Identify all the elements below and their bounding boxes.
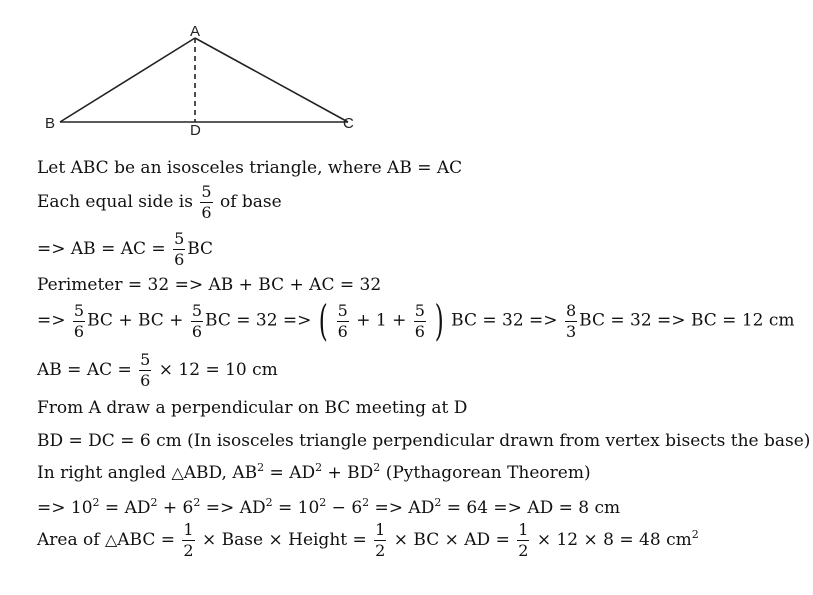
line-9: In right angled △ABD, $AB^2 = AD^2 + BD^2$ (Pythagorean Theorem) (37, 461, 591, 483)
left-paren: ( (318, 296, 328, 345)
vertex-label-b: B (45, 115, 56, 132)
line-6: AB = AC = $\frac{5}{6}$ × 12 = 10 cm (37, 350, 278, 390)
line-10: => $10^2 = AD^2 + 6^2 => AD^2 = 10^2 - 6^2 => AD^2 = 64$ => AD = 8 cm (37, 496, 621, 518)
line-8: BD = DC = 6 cm (In isosceles triangle perpendicular drawn from vertex bisects the base) (37, 431, 811, 451)
vertex-label-a: A (190, 23, 201, 40)
fraction: $\frac{1}{2}$ (518, 520, 529, 560)
side-ab (60, 38, 195, 122)
triangle-symbol: △ (104, 530, 118, 549)
right-paren: ) (435, 296, 445, 345)
side-ac (195, 38, 348, 122)
fraction: $\frac{5}{6}$ (191, 300, 203, 341)
line-2: Each equal side is $\frac{5}{6}$ of base (37, 182, 282, 222)
fraction: $\frac{5}{6}$ (201, 182, 212, 222)
fraction: $\frac{1}{2}$ (183, 520, 194, 560)
fraction: $\frac{5}{6}$ (140, 350, 151, 390)
line-3: => AB = AC = $\frac{5}{6}$ BC (37, 229, 214, 269)
fraction: $\frac{8}{3}$ (565, 300, 577, 341)
fraction: $\frac{5}{6}$ (414, 300, 425, 341)
line-1: Let ABC be an isosceles triangle, where AB = AC (37, 158, 463, 178)
vertex-label-c: C (343, 115, 354, 132)
line-11: Area of △ABC = $\frac{1}{2}$ × Base × Height = $\frac{1}{2}$ × BC × AD = $\frac{1}{2}$ × 12 × 8 = 48 $cm^2$ (37, 520, 699, 560)
triangle-symbol: △ (171, 463, 184, 482)
fraction: $\frac{5}{6}$ (337, 300, 348, 341)
line-4: Perimeter = 32 => AB + BC + AC = 32 (37, 275, 382, 295)
fraction: $\frac{5}{6}$ (73, 300, 85, 341)
fraction: $\frac{1}{2}$ (375, 520, 386, 560)
triangle-diagram (0, 0, 813, 150)
vertex-label-d: D (190, 122, 201, 139)
line-7: From A draw a perpendicular on BC meeting at D (37, 398, 468, 418)
fraction: $\frac{5}{6}$ (174, 229, 185, 269)
line-5: => $\frac{5}{6}$ BC + BC + $\frac{5}{6}$ BC = 32 => ( $\frac{5}{6}$ + 1 + $\frac{5}{6}$ ) BC = 32 => $\frac{8}{3}$ BC = 32 => BC = 12 cm (37, 296, 795, 345)
